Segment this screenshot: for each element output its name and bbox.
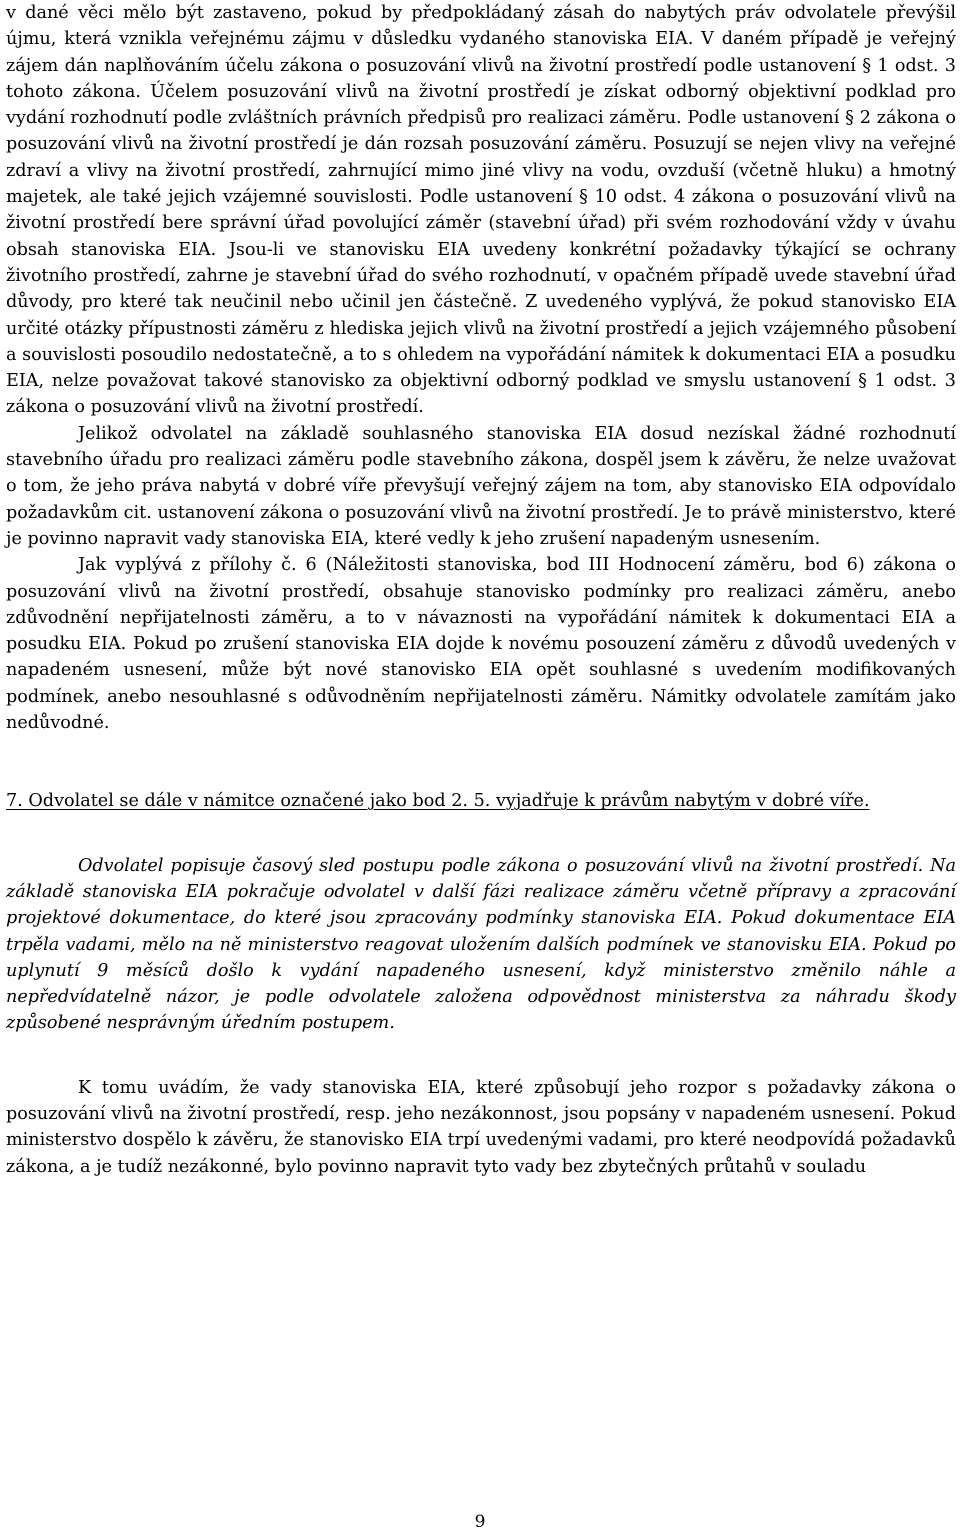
paragraph-rights-good-faith: Jelikož odvolatel na základě souhlasného stanoviska EIA dosud nezískal žádné rozhodnutí stavebního úřadu pro realizaci záměru podle stavebního zákona, dospěl jsem k závěru, že nelze uvažovat o tom, že jeho práva nabytá v dobré víře převyšují veřejný zájem na tom, aby stanovisko EIA odpovídalo požadavkům cit. ustanovení zákona o posuzování vlivů na životní prostředí. Je to právě ministerstvo, které je povinno napravit vady stanoviska EIA, které vedly k jeho zrušení napadeným usnesením. xyxy=(6,423,956,549)
paragraph-response: K tomu uvádím, že vady stanoviska EIA, které způsobují jeho rozpor s požadavky zákona o posuzování vlivů na životní prostředí, resp. jeho nezákonnost, jsou popsány v napadeném usnesení. Pokud ministerstvo dospělo k závěru, že stanovisko EIA trpí uvedenými vadami, pro které neodpovídá požadavků zákona, a je tudíž nezákonné, bylo povinno napravit tyto vady bez zbytečných průtahů v souladu xyxy=(6,1077,956,1177)
paragraph-appellant-claim: Odvolatel popisuje časový sled postupu podle zákona o posuzování vlivů na životní prostředí. Na základě stanoviska EIA pokračuje odvolatel v další fázi realizace záměru včetně přípravy a zpracování projektové dokumentace, do které jsou zpracovány podmínky stanoviska EIA. Pokud dokumentace EIA trpěla vadami, mělo na ně ministerstvo reagovat uložením dalších podmínek ve stanovisku EIA. Pokud po uplynutí 9 měsíců došlo k vydání napadeného usnesení, když ministerstvo změnilo náhle a nepředvídatelně názor, je podle odvolatele založena odpovědnost ministerstva za náhradu škody způsobené nesprávným úředním postupem. xyxy=(6,855,956,1034)
paragraph-public-interest: v dané věci mělo být zastaveno, pokud by předpokládaný zásah do nabytých práv odvolatele převýšil újmu, která vznikla veřejnému zájmu v důsledku vydaného stanoviska EIA. V daném případě je veřejný zájem dán naplňováním účelu zákona o posuzování vlivů na životní prostředí podle ustanovení § 1 odst. 3 tohoto zákona. Účelem posuzování vlivů na životní prostředí je získat odborný objektivní podklad pro vydání rozhodnutí podle zvláštních právních předpisů pro realizaci záměru. Podle ustanovení § 2 zákona o posuzování vlivů na životní prostředí je dán rozsah posuzování záměru. Posuzují se nejen vlivy na veřejné zdraví a vlivy na životní prostředí, zahrnující mimo jiné vlivy na vodu, ovzduší (včetně hluku) a hmotný majetek, ale také jejich vzájemné souvislosti. Podle ustanovení § 10 odst. 4 zákona o posuzování vlivů na životní prostředí bere správní úřad povolující záměr (stavební úřad) při svém rozhodování vždy v úvahu obsah stanoviska EIA. Jsou-li ve stanovisku EIA uvedeny konkrétní požadavky týkající se ochrany životního prostředí, zahrne je stavební úřad do svého rozhodnutí, v opačném případě uvede stavební úřad důvody, pro které tak neučinil nebo učinil jen částečně. Z uvedeného vyplývá, že pokud stanovisko EIA určité otázky přípustnosti záměru z hlediska jejich vlivů na životní prostředí a jejich vzájemného působení a souvislosti posoudilo nedostatečně, a to s ohledem na vypořádání námitek k dokumentaci EIA a posudku EIA, nelze považovat takové stanovisko za objektivní odborný podklad ve smyslu ustanovení § 1 odst. 3 zákona o posuzování vlivů na životní prostředí. xyxy=(6,3,957,418)
document-page xyxy=(6,0,956,1180)
section-heading-7: 7. Odvolatel se dále v námitce označené jako bod 2. 5. vyjadřuje k právům nabytým v dobré víře. xyxy=(6,791,870,812)
page-number: 9 xyxy=(474,1512,486,1532)
paragraph-annex-6: Jak vyplývá z přílohy č. 6 (Náležitosti stanoviska, bod III Hodnocení záměru, bod 6) zákona o posuzování vlivů na životní prostředí, obsahuje stanovisko podmínky pro realizaci záměru, anebo zdůvodnění nepřijatelnosti záměru, a to v návaznosti na vypořádání námitek k dokumentaci EIA a posudku EIA. Pokud po zrušení stanoviska EIA dojde k novému posouzení záměru z důvodů uvedených v napadeném usnesení, může být nové stanovisko EIA opět souhlasné s uvedením modifikovaných podmínek, anebo nesouhlasné s odůvodněním nepřijatelnosti záměru. Námitky odvolatele zamítám jako nedůvodné. xyxy=(6,555,956,734)
